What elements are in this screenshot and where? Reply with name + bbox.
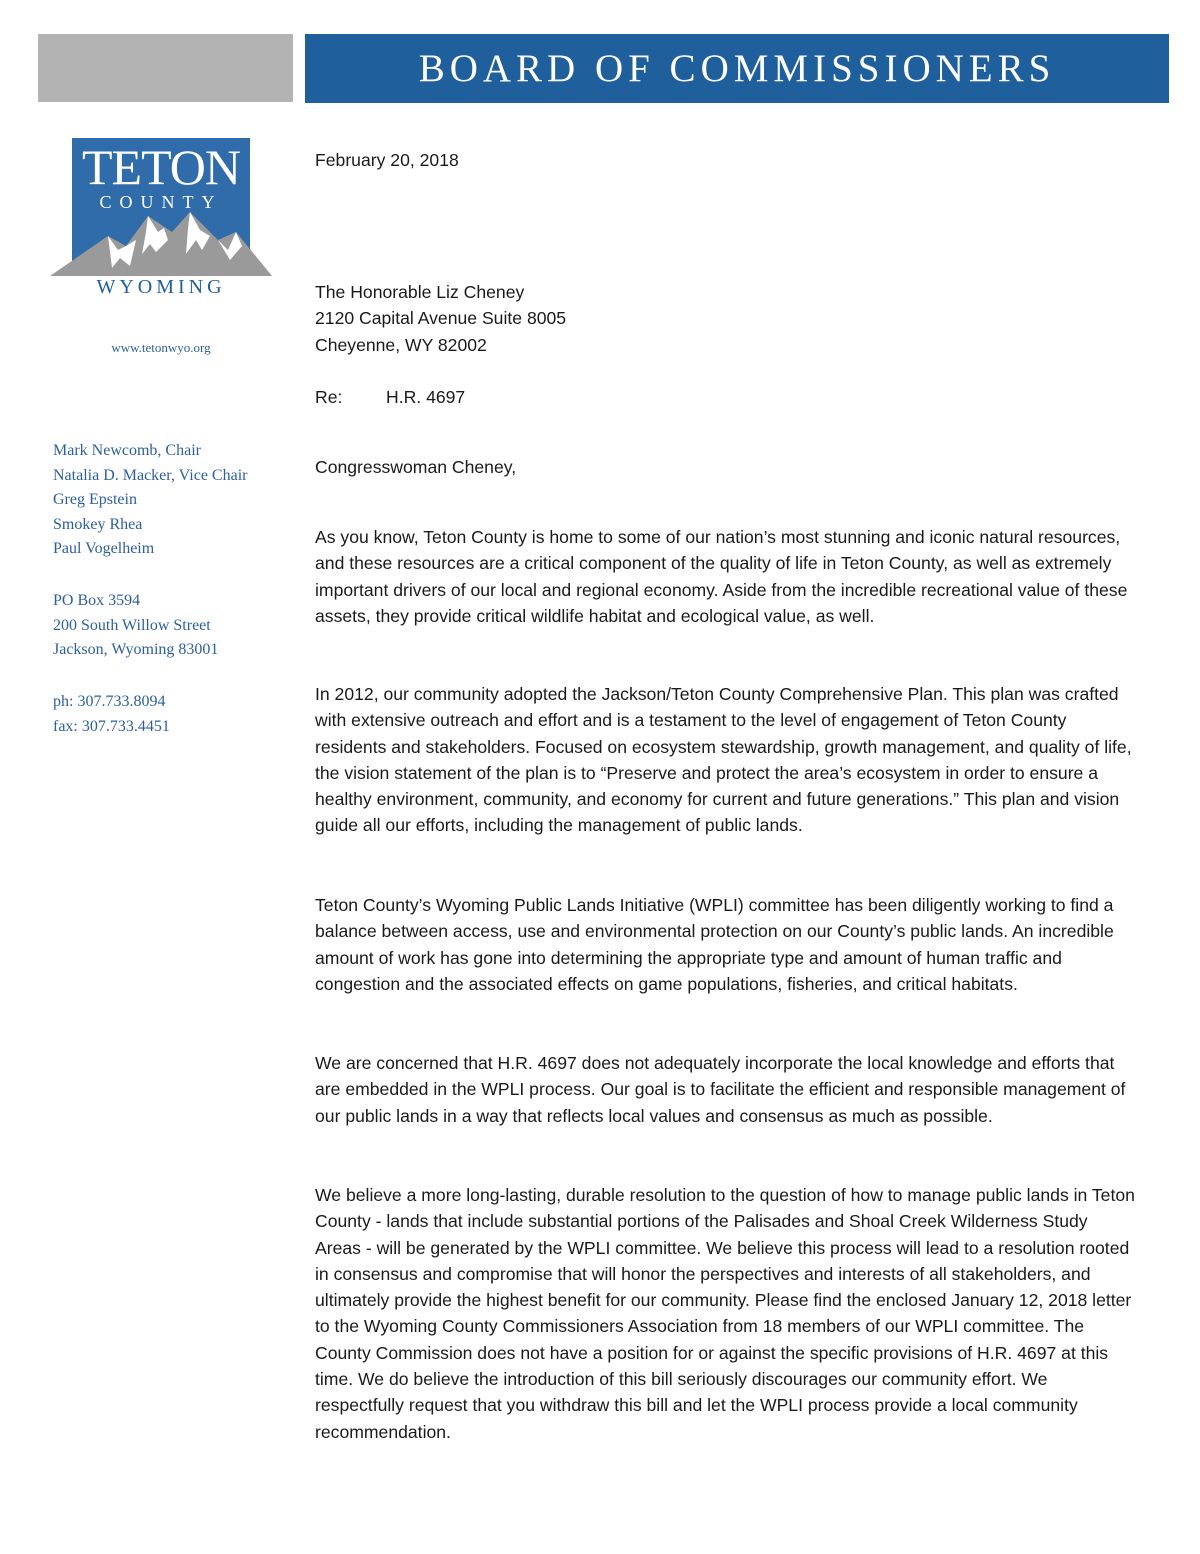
mountains-icon (50, 210, 272, 278)
fax-number: fax: 307.733.4451 (53, 717, 170, 735)
body-paragraph: Teton County’s Wyoming Public Lands Initiative (WPLI) committee has been diligently working to find a balance between access, use and environmental protection on our County’s public lands. An incredible amount of work has gone into determining the appropriate type and amount of human traffic and congestion and the associated effects on game populations, fisheries, and critical habitats. (315, 895, 1114, 994)
recipient-address (315, 279, 1135, 358)
body-paragraph: As you know, Teton County is home to some of our nation’s most stunning and iconic natural resources, and these resources are a critical component of the quality of life in Teton County, as well as extremely important drivers of our local and regional economy. Aside from the incredible recreational value of these assets, they provide critical wildlife habitat and ecological value, as well. (315, 527, 1128, 626)
website-link[interactable]: www.tetonwyo.org (111, 340, 211, 355)
body-paragraph: We believe a more long-lasting, durable resolution to the question of how to manage public lands in Teton County - lands that include substantial portions of the Palisades and Shoal Creek Wilderness Study Areas - will be generated by the WPLI committee. We believe this process will lead to a resolution rooted in consensus and compromise that will honor the perspectives and interests of all stakeholders, and ultimately provide the highest benefit for our community. Please find the enclosed January 12, 2018 letter to the Wyoming County Commissioners Association from 18 members of our WPLI committee. The County Commission does not have a position for or against the specific provisions of H.R. 4697 at this time. We do believe the introduction of this bill seriously discourages our community effort. We respectfully request that you withdraw this bill and let the WPLI process provide a local community recommendation. (315, 1185, 1135, 1442)
phone-number: ph: 307.733.8094 (53, 693, 166, 710)
banner-title: BOARD OF COMMISSIONERS (418, 47, 1056, 90)
body-paragraph: We are concerned that H.R. 4697 does not adequately incorporate the local knowledge and efforts that are embedded in the WPLI process. Our goal is to facilitate the efficient and responsible management of our public lands in a way that reflects local values and consensus as much as possible. (315, 1053, 1126, 1126)
logo-wyoming-text: WYOMING (96, 276, 226, 298)
recipient-line: Cheyenne, WY 82002 (315, 334, 487, 355)
body-paragraph: In 2012, our community adopted the Jackson/Teton County Comprehensive Plan. This plan was crafted with extensive outreach and effort and is a testament to the level of engagement of Teton County residents and stakeholders. Focused on ecosystem stewardship, growth management, and quality of life, the vision statement of the plan is to “Preserve and protect the area’s ecosystem in order to ensure a healthy environment, community, and economy for current and future generations.” This plan and vision guide all our efforts, including the management of public lands. (315, 684, 1132, 836)
subject-line (315, 384, 1135, 410)
recipient-line: 2120 Capital Avenue Suite 8005 (315, 308, 567, 329)
recipient-line: The Honorable Liz Cheney (315, 282, 525, 302)
subject-value: H.R. 4697 (386, 387, 466, 407)
commissioner-name: Mark Newcomb, Chair (53, 442, 201, 459)
commissioner-name: Greg Epstein (53, 491, 137, 508)
mailing-address (53, 589, 293, 663)
logo-teton-text: TETON (82, 139, 240, 195)
subject-label: Re: (315, 387, 343, 407)
address-line: 200 South Willow Street (53, 616, 211, 634)
commissioners-list (53, 439, 293, 562)
commissioner-name: Smokey Rhea (53, 515, 143, 533)
address-line: Jackson, Wyoming 83001 (53, 641, 219, 658)
commissioner-name: Paul Vogelheim (53, 540, 155, 557)
address-line: PO Box 3594 (53, 592, 141, 609)
header-gray-bar (38, 34, 293, 102)
logo-county-text: COUNTY (99, 192, 223, 212)
teton-county-logo (50, 138, 272, 300)
letter-date: February 20, 2018 (315, 150, 459, 170)
salutation: Congresswoman Cheney, (315, 457, 517, 477)
commissioner-name: Natalia D. Macker, Vice Chair (53, 466, 248, 484)
header-banner (305, 34, 1169, 103)
contact-numbers (53, 690, 293, 739)
